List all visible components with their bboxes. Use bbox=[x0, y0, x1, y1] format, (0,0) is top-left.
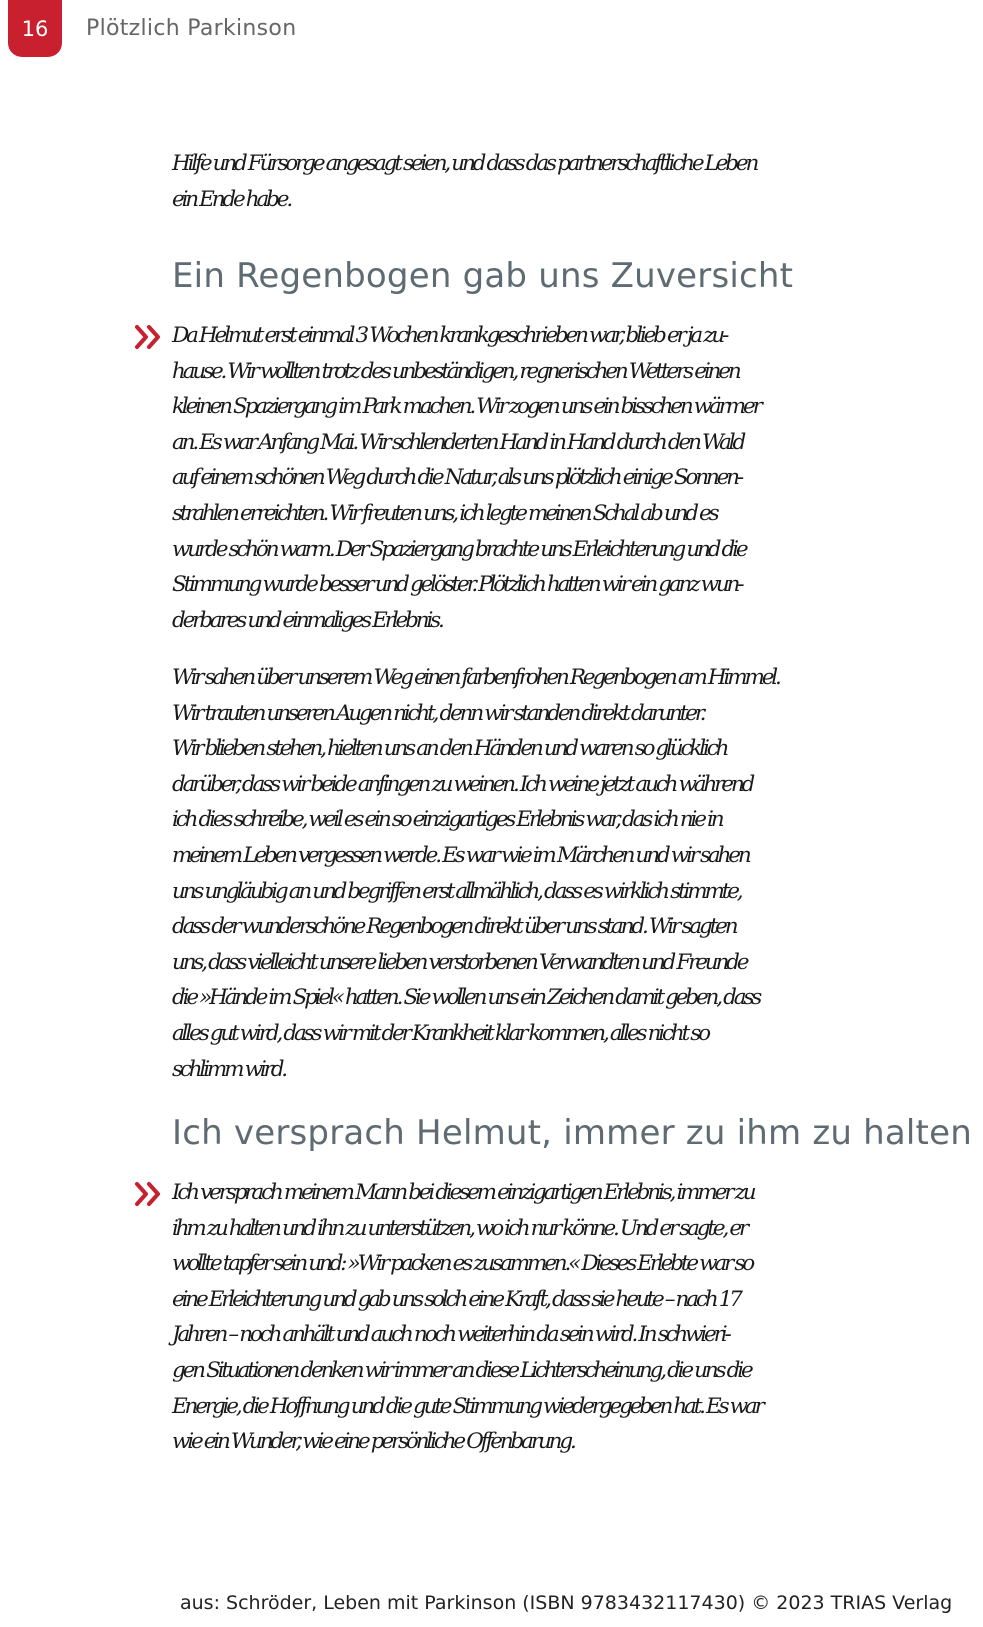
text-line: Energie, die Hoffnung und die gute Stimmung wiedergegeben hat. Es war bbox=[172, 1393, 762, 1419]
intro-paragraph bbox=[172, 146, 983, 217]
text-line: strahlen erreichten. Wir freuten uns, ich legte meinen Schal ab und es bbox=[172, 500, 717, 526]
section2-paragraph-1 bbox=[172, 1175, 983, 1460]
text-line: gen Situationen denken wir immer an diese Lichterscheinung, die uns die bbox=[172, 1357, 751, 1383]
text-line: Da Helmut erst einmal 3 Wochen krankgeschrieben war, blieb er ja zu- bbox=[172, 323, 727, 348]
text-line: uns, dass vielleicht unsere lieben verstorbenen Verwandten und Freunde bbox=[172, 949, 747, 975]
text-line: die »Hände im Spiel« hatten. Sie wollen uns ein Zeichen damit geben, dass bbox=[172, 985, 760, 1011]
text-line: hause. Wir wollten trotz des unbeständigen, regnerischen Wetters einen bbox=[172, 358, 739, 384]
section-heading-rainbow: Ein Regenbogen gab uns Zuversicht bbox=[172, 256, 794, 296]
text-line: Hilfe und Fürsorge angesagt seien, und dass das partnerschaftliche Leben bbox=[172, 151, 757, 176]
text-line: Wir sahen über unserem Weg einen farbenfrohen Regenbogen am Himmel. bbox=[172, 665, 779, 690]
section1-paragraph-1 bbox=[172, 318, 983, 638]
text-line: schlimm wird. bbox=[172, 1056, 285, 1082]
double-chevron-right-icon bbox=[134, 324, 164, 350]
text-line: an. Es war Anfang Mai. Wir schlenderten Hand in Hand durch den Wald bbox=[172, 429, 744, 455]
text-line: wurde schön warm. Der Spaziergang brachte uns Erleichterung und die bbox=[172, 536, 746, 562]
text-line: ihm zu halten und ihn zu unterstützen, wo ich nur könne. Und er sagte, er bbox=[172, 1215, 747, 1241]
text-line: Ich versprach meinem Mann bei diesem einzigartigen Erlebnis, immer zu bbox=[172, 1180, 754, 1205]
text-line: ich dies schreibe, weil es ein so einzigartiges Erlebnis war, das ich nie in bbox=[172, 807, 722, 833]
text-line: uns ungläubig an und begriffen erst allmählich, dass es wirklich stimmte, bbox=[172, 878, 741, 904]
double-chevron-right-icon bbox=[134, 1181, 164, 1207]
text-line: wie ein Wunder, wie eine persönliche Offenbarung. bbox=[172, 1429, 574, 1455]
source-credit: aus: Schröder, Leben mit Parkinson (ISBN 9783432117430) © 2023 TRIAS Verlag bbox=[180, 1592, 953, 1614]
section1-paragraph-2 bbox=[172, 660, 983, 1087]
section-heading-promise: Ich versprach Helmut, immer zu ihm zu halten bbox=[172, 1113, 972, 1153]
running-title: Plötzlich Parkinson bbox=[86, 16, 297, 41]
text-line: ein Ende habe. bbox=[172, 186, 291, 212]
text-line: dass der wunderschöne Regenbogen direkt über uns stand. Wir sagten bbox=[172, 914, 736, 940]
text-line: Stimmung wurde besser und gelöster. Plötzlich hatten wir ein ganz wun- bbox=[172, 572, 742, 598]
text-line: kleinen Spaziergang im Park machen. Wir zogen uns ein bisschen wärmer bbox=[172, 394, 760, 420]
text-line: Jahren – noch anhält und auch noch weiterhin da sein wird. In schwieri- bbox=[172, 1322, 729, 1348]
page-number-badge: 16 bbox=[8, 0, 62, 57]
text-line: auf einem schönen Weg durch die Natur, als uns plötzlich einige Sonnen- bbox=[172, 465, 741, 491]
text-line: meinem Leben vergessen werde. Es war wie im Märchen und wir sahen bbox=[172, 842, 749, 868]
text-line: alles gut wird, dass wir mit der Krankheit klar kommen, alles nicht so bbox=[172, 1020, 708, 1046]
text-line: eine Erleichterung und gab uns solch eine Kraft, dass sie heute – nach 17 bbox=[172, 1286, 740, 1312]
text-line: Wir blieben stehen, hielten uns an den Händen und waren so glücklich bbox=[172, 736, 727, 762]
text-line: Wir trauten unseren Augen nicht, denn wir standen direkt darunter. bbox=[172, 700, 704, 726]
text-line: derbares und einmaliges Erlebnis. bbox=[172, 607, 442, 633]
text-line: wollte tapfer sein und: »Wir packen es zusammen.« Dieses Erlebte war so bbox=[172, 1251, 753, 1277]
text-line: darüber, dass wir beide anfingen zu weinen. Ich weine jetzt auch während bbox=[172, 771, 753, 797]
